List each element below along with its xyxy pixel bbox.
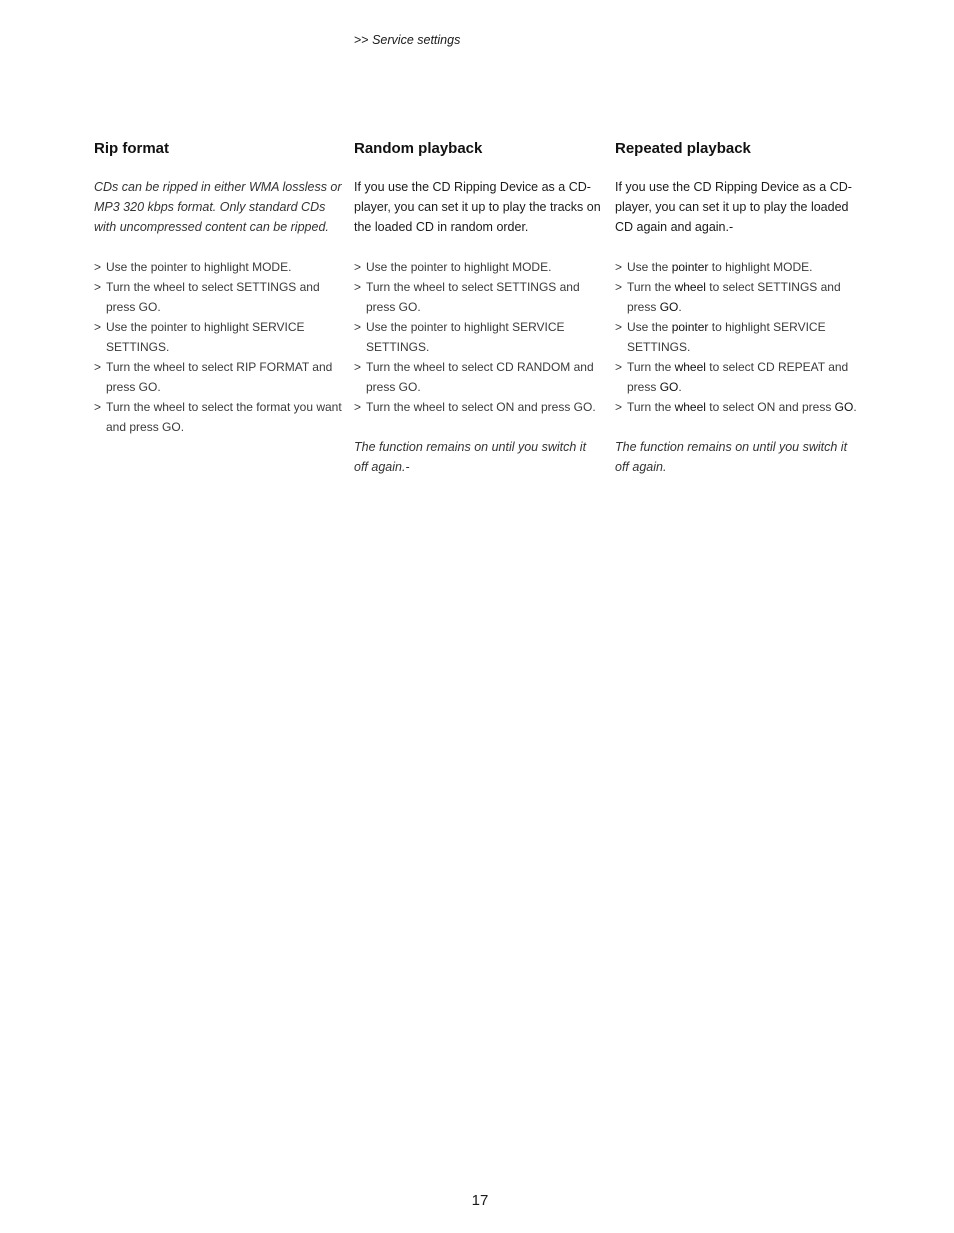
step-marker: >	[94, 260, 102, 274]
keyword-go: GO	[834, 400, 854, 414]
step-text: Use the pointer to highlight SERVICE SETTINGS.	[106, 320, 305, 354]
step-text-part: Turn the	[627, 280, 675, 294]
step-text-part: Turn the	[627, 360, 675, 374]
breadcrumb-marker: >>	[354, 33, 369, 47]
section-intro: If you use the CD Ripping Device as a CD-player, you can set it up to play the tracks on the loaded CD in random order.	[354, 180, 601, 234]
step-marker: >	[615, 320, 623, 334]
list-item	[615, 257, 863, 277]
list-item	[94, 317, 342, 357]
keyword-pointer: pointer	[671, 320, 709, 334]
step-text: Use the pointer to highlight MODE.	[106, 260, 292, 274]
step-text: Use the pointer to highlight MODE.	[366, 260, 552, 274]
step-list	[354, 257, 602, 417]
list-item	[354, 257, 602, 277]
keyword-wheel: wheel	[674, 400, 706, 414]
step-text-part: Use the	[627, 320, 672, 334]
step-text-part: to highlight SERVICE SETTINGS.	[627, 320, 826, 354]
step-text: Turn the wheel to select the format you want and press GO.	[106, 400, 342, 434]
step-text-part: .	[853, 400, 857, 414]
step-text	[627, 357, 863, 397]
list-item	[354, 277, 602, 317]
section-title: Random playback	[354, 140, 483, 157]
step-marker: >	[354, 400, 362, 414]
step-marker: >	[615, 400, 623, 414]
page-number: 17	[471, 1192, 489, 1209]
step-list	[615, 257, 863, 417]
step-marker: >	[354, 360, 362, 374]
step-text	[627, 277, 863, 317]
section-intro: CDs can be ripped in either WMA lossless or MP3 320 kbps format. Only standard CDs with uncompressed content can be ripped.	[94, 180, 342, 234]
section-title: Rip format	[94, 140, 169, 157]
rip-format-section	[94, 139, 342, 437]
list-item	[354, 397, 602, 417]
keyword-go: GO	[659, 300, 679, 314]
list-item	[94, 257, 342, 277]
list-item	[94, 277, 342, 317]
section-note: The function remains on until you switch it off again.-	[354, 440, 587, 474]
step-marker: >	[94, 320, 102, 334]
step-text: Use the pointer to highlight SERVICE SETTINGS.	[366, 320, 565, 354]
step-text-part: .	[678, 300, 682, 314]
step-text-part: to select SETTINGS and press	[627, 280, 841, 314]
list-item	[354, 357, 602, 397]
step-text-part: to highlight MODE.	[708, 260, 813, 274]
step-marker: >	[354, 260, 362, 274]
list-item	[615, 277, 863, 317]
step-marker: >	[615, 360, 623, 374]
list-item	[615, 357, 863, 397]
step-marker: >	[615, 260, 623, 274]
keyword-wheel: wheel	[674, 360, 706, 374]
list-item	[94, 357, 342, 397]
step-text-part: to select ON and press	[705, 400, 835, 414]
step-text: Turn the wheel to select SETTINGS and press GO.	[106, 280, 320, 314]
random-playback-section	[354, 139, 602, 477]
step-text: Turn the wheel to select RIP FORMAT and press GO.	[106, 360, 333, 394]
repeated-playback-section	[615, 139, 863, 477]
breadcrumb	[354, 33, 460, 47]
step-text	[627, 317, 863, 357]
step-text-part: .	[678, 380, 682, 394]
section-title: Repeated playback	[615, 140, 751, 157]
step-text	[627, 257, 863, 277]
list-item	[94, 397, 342, 437]
section-intro: If you use the CD Ripping Device as a CD-player, you can set it up to play the loaded CD again and again.-	[615, 180, 852, 234]
keyword-pointer: pointer	[671, 260, 709, 274]
step-text: Turn the wheel to select SETTINGS and press GO.	[366, 280, 580, 314]
step-marker: >	[94, 280, 102, 294]
step-text-part: to select CD REPEAT and press	[627, 360, 849, 394]
keyword-wheel: wheel	[674, 280, 706, 294]
step-text: Turn the wheel to select ON and press GO.	[366, 400, 596, 414]
step-list	[94, 257, 342, 437]
step-text: Turn the wheel to select CD RANDOM and press GO.	[366, 360, 594, 394]
step-marker: >	[94, 400, 102, 414]
keyword-go: GO	[659, 380, 679, 394]
step-marker: >	[354, 320, 362, 334]
step-marker: >	[354, 280, 362, 294]
list-item	[615, 397, 863, 417]
step-text	[627, 397, 863, 417]
list-item	[615, 317, 863, 357]
breadcrumb-text: Service settings	[372, 33, 461, 47]
list-item	[354, 317, 602, 357]
step-marker: >	[94, 360, 102, 374]
step-marker: >	[615, 280, 623, 294]
section-note: The function remains on until you switch it off again.	[615, 440, 848, 474]
step-text-part: Turn the	[627, 400, 675, 414]
step-text-part: Use the	[627, 260, 672, 274]
